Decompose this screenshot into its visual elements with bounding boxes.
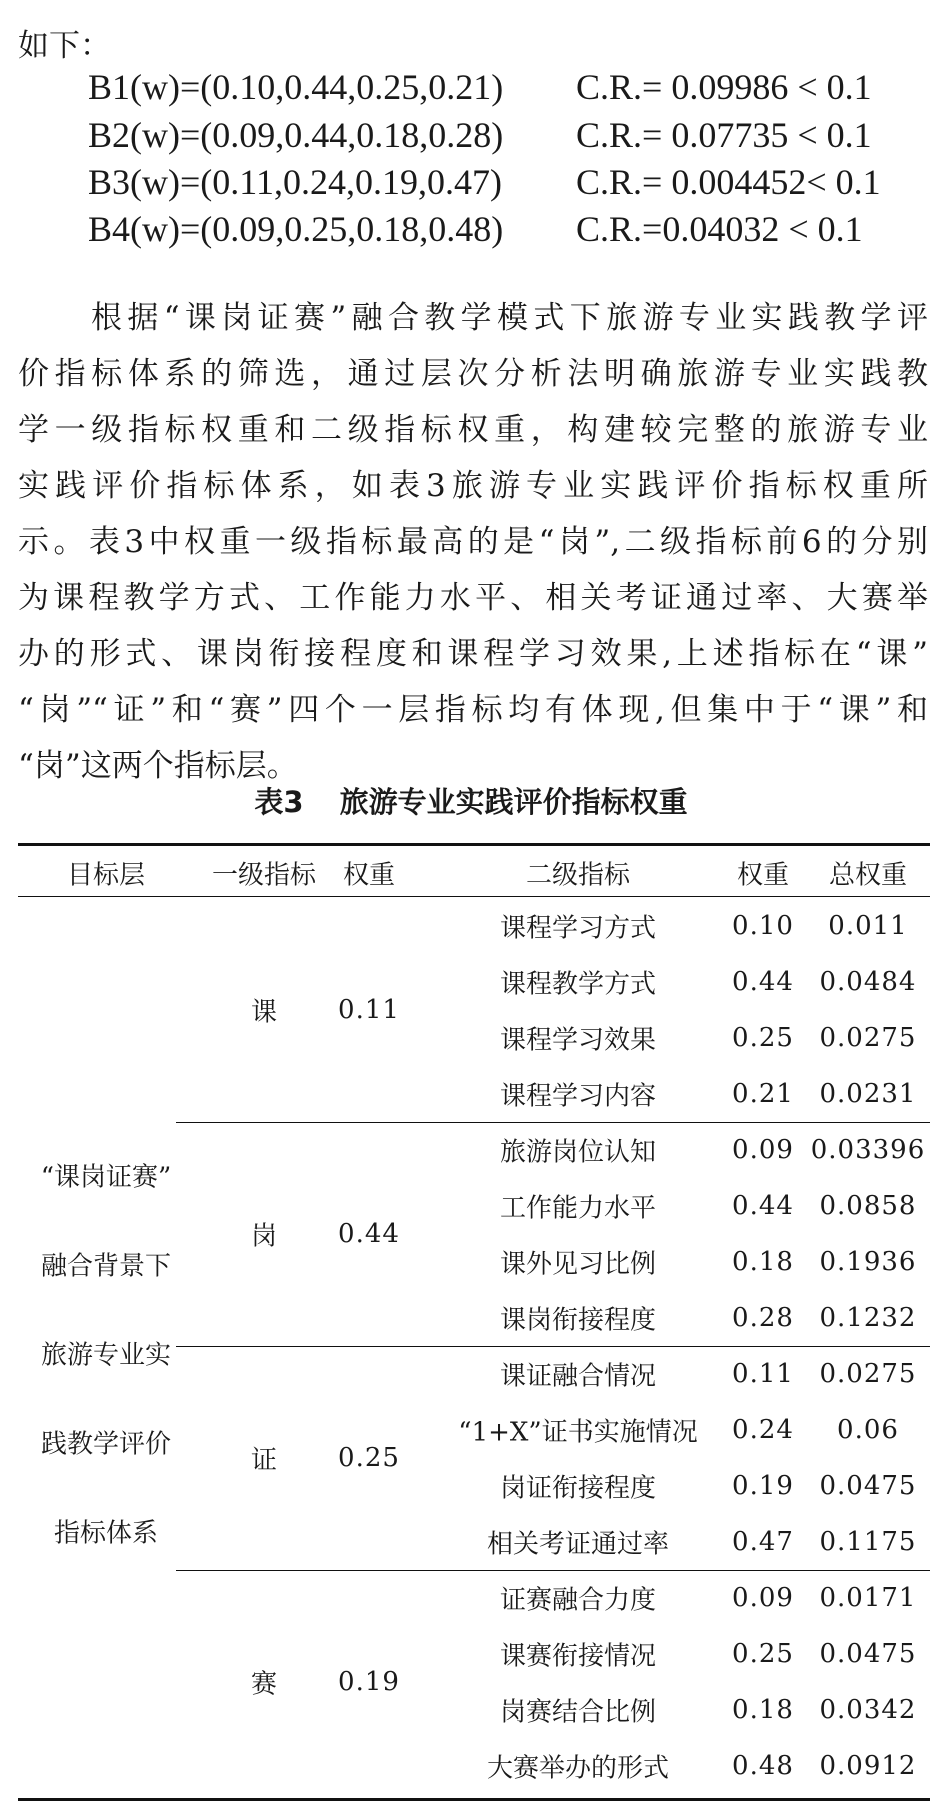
level2-weight: 0.28 [732, 1303, 794, 1333]
paragraph-line: 价指标体系的筛选，通过层次分析法明确旅游专业实践教 [18, 356, 928, 392]
formula-vector: B4(w)=(0.09,0.25,0.18,0.48) [88, 209, 504, 249]
level2-weight: 0.44 [732, 967, 794, 997]
paragraph-line: “岗”这两个指标层。 [18, 748, 298, 784]
level1-weight: 0.19 [338, 1667, 400, 1697]
table-caption-number: 表3 [254, 785, 304, 819]
body-paragraph [18, 290, 928, 794]
level2-weight: 0.24 [732, 1415, 794, 1445]
level2-total-weight: 0.0475 [819, 1639, 917, 1669]
formula-b4 [88, 208, 863, 250]
formula-vector: B3(w)=(0.11,0.24,0.19,0.47) [88, 162, 502, 202]
level2-indicator: 岗证衔接程度 [499, 1473, 656, 1504]
level2-indicator: 相关考证通过率 [486, 1529, 669, 1560]
level2-total-weight: 0.0275 [819, 1359, 917, 1389]
level2-indicator: 大赛举办的形式 [486, 1753, 669, 1784]
level2-weight: 0.11 [732, 1359, 794, 1389]
header-level1: 一级指标 [211, 860, 316, 891]
formula-b3 [88, 161, 881, 203]
level2-indicator: 课外见习比例 [499, 1249, 656, 1280]
level2-total-weight: 0.1175 [819, 1527, 917, 1557]
formula-vector: B1(w)=(0.10,0.44,0.25,0.21) [88, 67, 504, 107]
table-bottom-rule [18, 1798, 930, 1801]
table-header-rule [18, 896, 930, 897]
level2-total-weight: 0.0342 [819, 1695, 917, 1725]
formula-cr: C.R.= 0.09986 < 0.1 [576, 67, 872, 107]
level2-indicator: 课程教学方式 [499, 969, 656, 1000]
level2-indicator: 课程学习内容 [499, 1081, 656, 1112]
level2-indicator: 课程学习方式 [499, 913, 656, 944]
level1-weight: 0.25 [338, 1443, 400, 1473]
paragraph-line: 为课程教学方式、工作能力水平、相关考证通过率、大赛举 [18, 580, 928, 616]
paragraph-line: 学一级指标权重和二级指标权重，构建较完整的旅游专业 [18, 412, 928, 448]
level1-weight: 0.44 [338, 1219, 400, 1249]
level2-total-weight: 0.0231 [819, 1079, 917, 1109]
table-caption [0, 780, 942, 821]
level2-weight: 0.09 [732, 1135, 794, 1165]
target-line: 践教学评价 [40, 1429, 171, 1460]
level2-total-weight: 0.1232 [819, 1303, 917, 1333]
level2-weight: 0.44 [732, 1191, 794, 1221]
formula-b1 [88, 66, 872, 108]
header-total: 总权重 [828, 860, 907, 891]
target-line: “课岗证赛” [40, 1162, 172, 1193]
formula-cr: C.R.= 0.004452< 0.1 [576, 162, 881, 202]
group-divider-rule [176, 1346, 930, 1347]
paragraph-line: 根据“课岗证赛”融合教学模式下旅游专业实践教学评 [91, 300, 928, 336]
level2-indicator: “1+X”证书实施情况 [458, 1417, 698, 1448]
level1-name: 赛 [250, 1669, 277, 1700]
header-weight1: 权重 [342, 860, 395, 891]
target-line: 指标体系 [53, 1518, 158, 1549]
level2-indicator: 工作能力水平 [499, 1193, 656, 1224]
level2-total-weight: 0.0475 [819, 1471, 917, 1501]
intro-text: 如下： [18, 28, 111, 64]
level2-total-weight: 0.1936 [819, 1247, 917, 1277]
level2-indicator: 岗赛结合比例 [499, 1697, 656, 1728]
level2-total-weight: 0.03396 [810, 1135, 926, 1165]
weights-table [18, 843, 930, 1803]
level2-weight: 0.10 [732, 911, 794, 941]
level2-indicator: 证赛融合力度 [499, 1585, 656, 1616]
header-level2: 二级指标 [525, 860, 630, 891]
group-divider-rule [176, 1570, 930, 1571]
paragraph-line: 示。表3中权重一级指标最高的是“岗”,二级指标前6的分别 [18, 524, 928, 560]
level2-indicator: 课赛衔接情况 [499, 1641, 656, 1672]
level2-indicator: 课岗衔接程度 [499, 1305, 656, 1336]
level2-weight: 0.18 [732, 1247, 794, 1277]
level2-weight: 0.25 [732, 1639, 794, 1669]
level2-indicator: 课证融合情况 [499, 1361, 656, 1392]
level1-name: 岗 [250, 1221, 277, 1252]
level2-weight: 0.18 [732, 1695, 794, 1725]
level2-total-weight: 0.0484 [819, 967, 917, 997]
target-line: 融合背景下 [40, 1251, 171, 1282]
level2-indicator: 课程学习效果 [499, 1025, 656, 1056]
group-divider-rule [176, 1122, 930, 1123]
table-caption-title: 旅游专业实践评价指标权重 [339, 785, 688, 819]
formula-b2 [88, 114, 872, 156]
level2-weight: 0.09 [732, 1583, 794, 1613]
header-target: 目标层 [66, 860, 145, 891]
level2-total-weight: 0.0171 [819, 1583, 917, 1613]
level2-total-weight: 0.0275 [819, 1023, 917, 1053]
level2-total-weight: 0.011 [828, 911, 908, 941]
paragraph-line: 实践评价指标体系，如表3旅游专业实践评价指标权重所 [18, 468, 928, 504]
level2-weight: 0.19 [732, 1471, 794, 1501]
paragraph-line: “岗”“证”和“赛”四个一层指标均有体现,但集中于“课”和 [18, 692, 928, 728]
header-weight2: 权重 [736, 860, 789, 891]
formula-cr: C.R.=0.04032 < 0.1 [576, 209, 863, 249]
level2-weight: 0.21 [732, 1079, 794, 1109]
level1-name: 课 [250, 997, 277, 1028]
level1-name: 证 [250, 1445, 277, 1476]
level1-weight: 0.11 [338, 995, 400, 1025]
level2-weight: 0.48 [732, 1751, 794, 1781]
level2-weight: 0.47 [732, 1527, 794, 1557]
level2-indicator: 旅游岗位认知 [499, 1137, 656, 1168]
level2-total-weight: 0.06 [837, 1415, 899, 1445]
table-top-rule [18, 843, 930, 846]
paragraph-line: 办的形式、课岗衔接程度和课程学习效果,上述指标在“课” [18, 636, 928, 672]
formula-vector: B2(w)=(0.09,0.44,0.18,0.28) [88, 115, 504, 155]
level2-weight: 0.25 [732, 1023, 794, 1053]
target-line: 旅游专业实 [40, 1340, 171, 1371]
level2-total-weight: 0.0912 [819, 1751, 917, 1781]
level2-total-weight: 0.0858 [819, 1191, 917, 1221]
formula-cr: C.R.= 0.07735 < 0.1 [576, 115, 872, 155]
